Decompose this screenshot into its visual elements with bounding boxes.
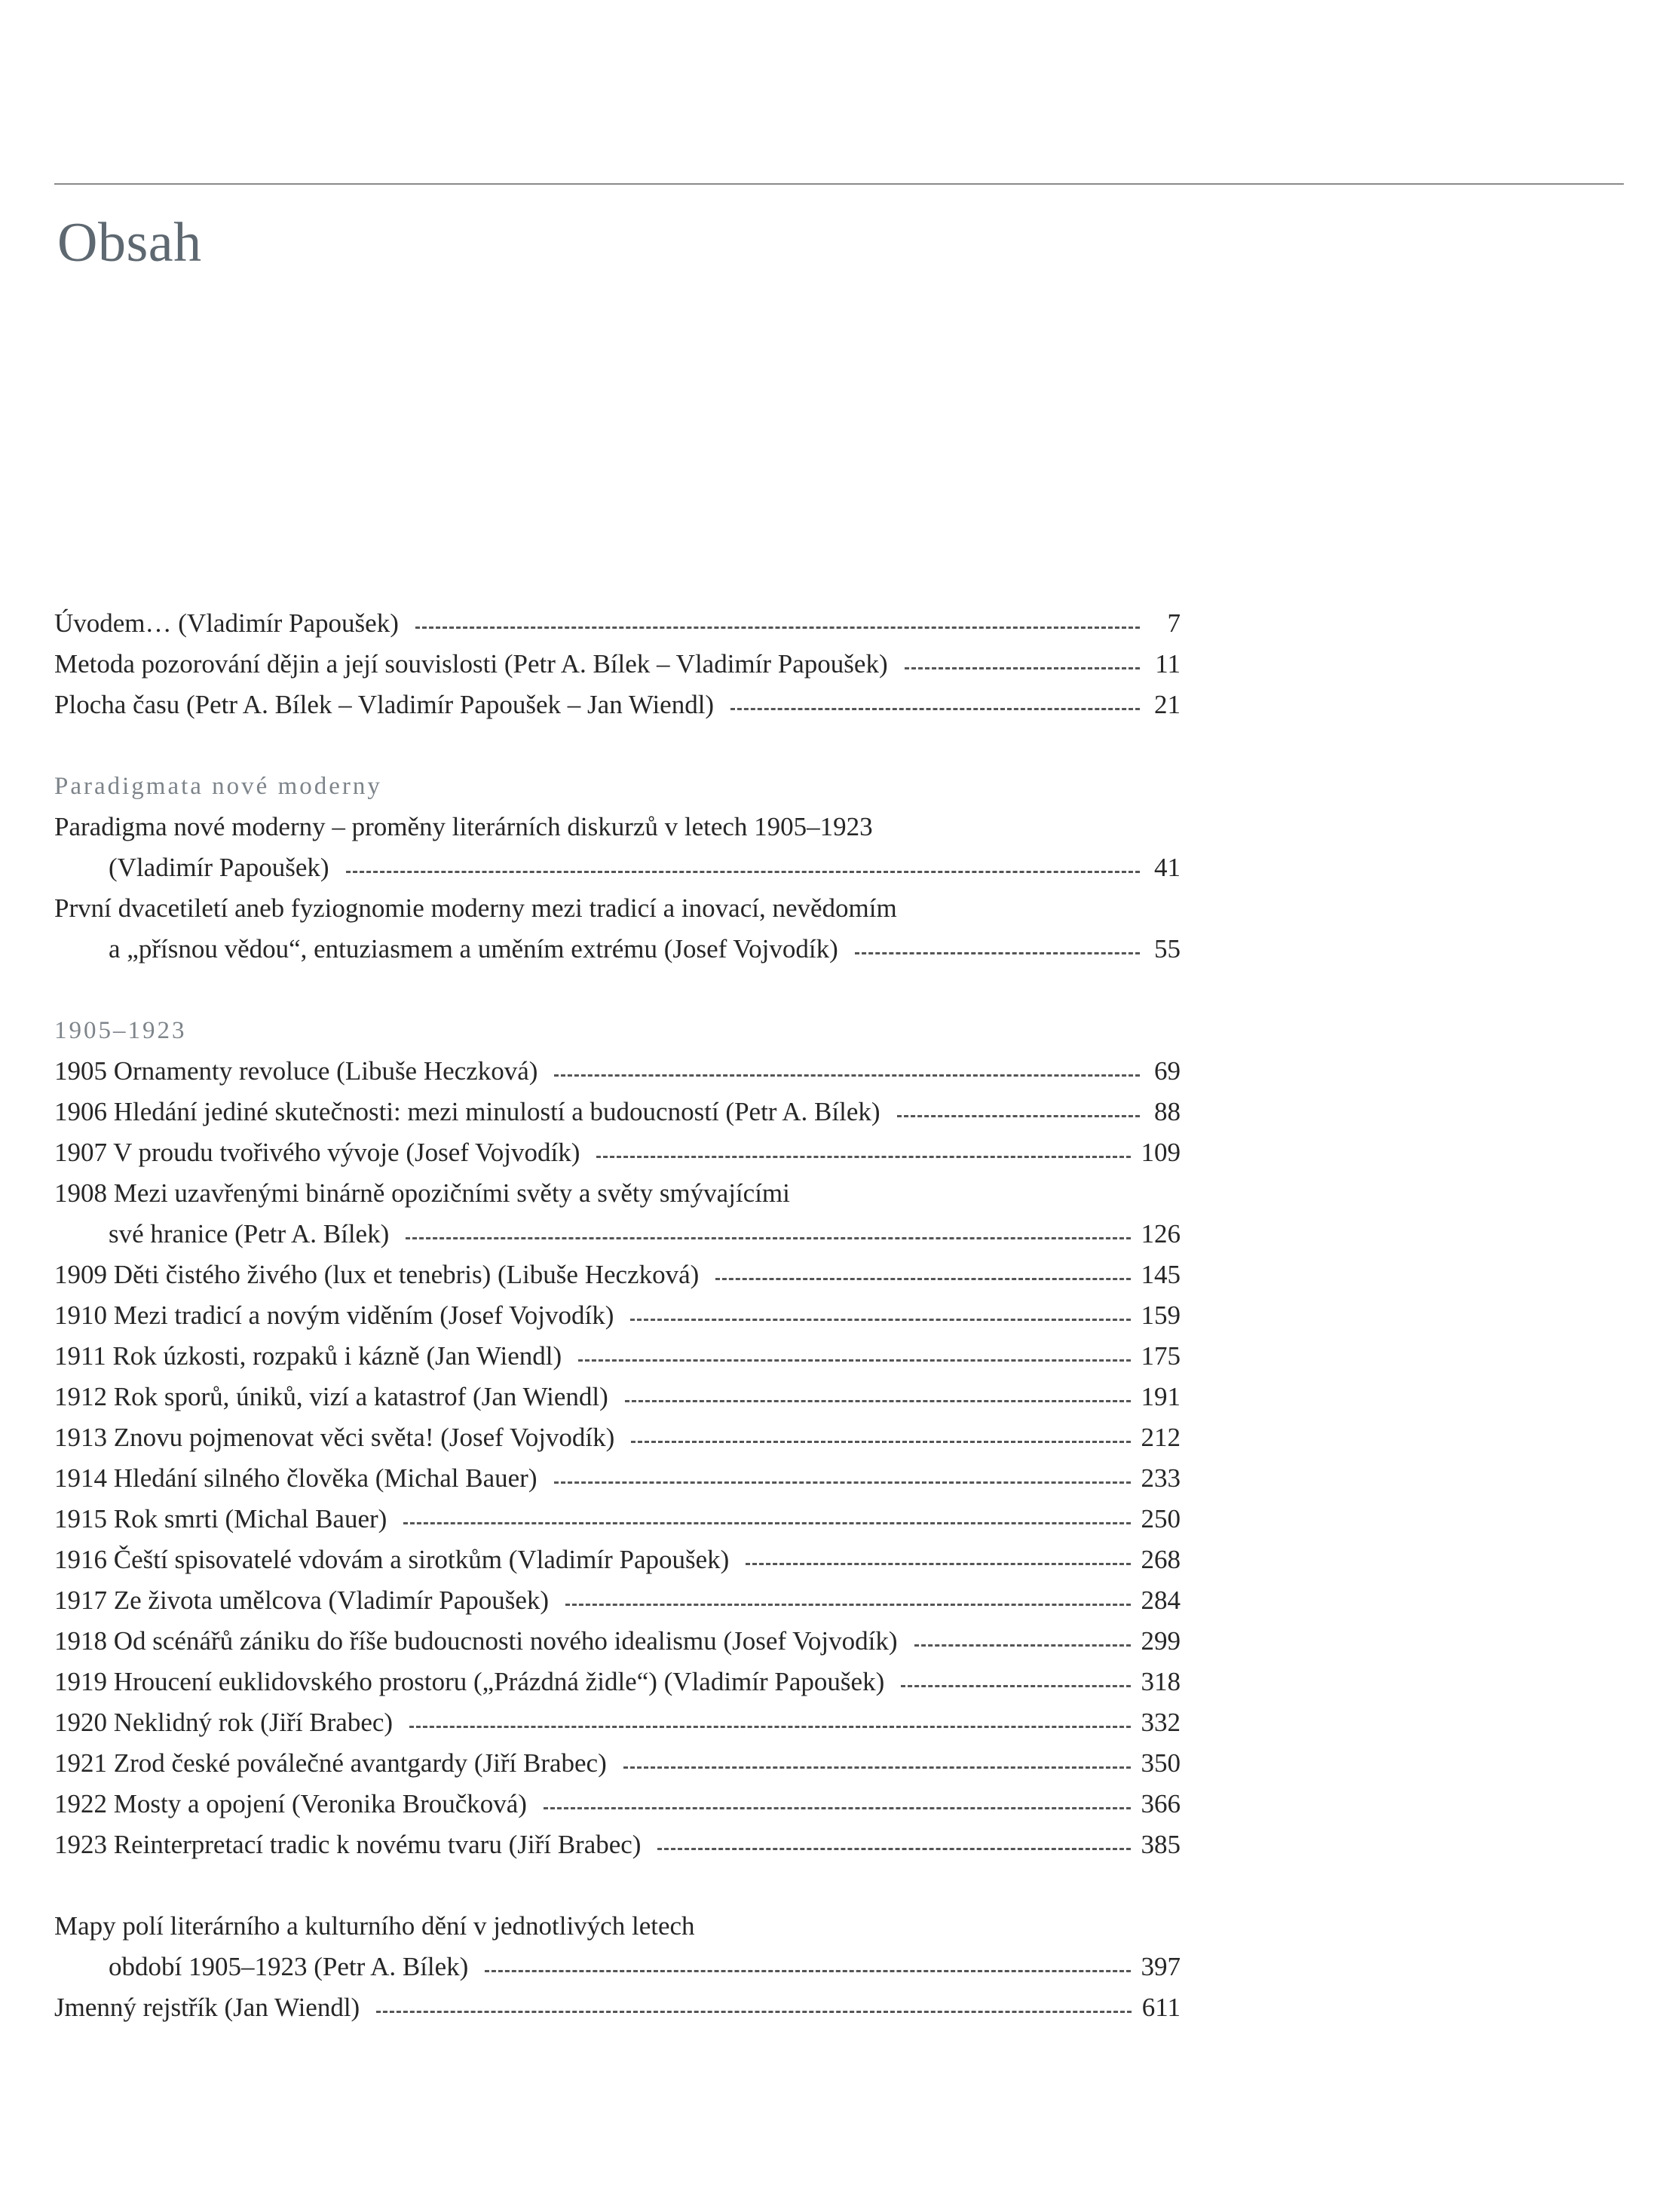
toc-entry-title: 1915 Rok smrti (Michal Bauer)	[54, 1504, 387, 1533]
toc-entry-page: 250	[1141, 1504, 1181, 1533]
dash-leader	[630, 1319, 1130, 1321]
toc-entry-title: své hranice (Petr A. Bílek)	[109, 1219, 390, 1248]
toc-entry-page: 191	[1141, 1382, 1181, 1411]
toc-entry-line1[interactable]	[54, 888, 1181, 929]
toc-entry[interactable]	[54, 1580, 1181, 1621]
dash-leader	[376, 2011, 1132, 2013]
dash-leader	[730, 708, 1140, 710]
top-rule	[54, 183, 1624, 185]
toc-entry-title: Metoda pozorování dějin a její souvislosti (Petr A. Bílek – Vladimír Papoušek)	[54, 649, 888, 679]
dash-leader	[623, 1766, 1131, 1769]
toc-entry-title: 1919 Hroucení euklidovského prostoru („Prázdná židle“) (Vladimír Papoušek)	[54, 1667, 885, 1696]
toc-entry-title: Jmenný rejstřík (Jan Wiendl)	[54, 1993, 360, 2022]
toc-entry-page: 212	[1141, 1423, 1181, 1452]
toc-entry-title: 1917 Ze života umělcova (Vladimír Papoušek)	[54, 1585, 550, 1615]
toc-entry[interactable]	[54, 1621, 1181, 1662]
toc-entry-page: 233	[1141, 1463, 1181, 1493]
toc-entry[interactable]	[54, 1132, 1181, 1173]
toc-entry-page: 88	[1154, 1097, 1181, 1126]
toc-entry-page: 69	[1154, 1056, 1181, 1086]
toc-entry-title: 1907 V proudu tvořivého vývoje (Josef Vojvodík)	[54, 1138, 580, 1167]
section-heading-years: 1905–1923	[54, 1017, 187, 1044]
toc-entry-page: 284	[1141, 1585, 1181, 1615]
dash-leader	[855, 952, 1140, 954]
dash-leader	[565, 1604, 1130, 1606]
toc-entry-title: Mapy polí literárního a kulturního dění v jednotlivých letech	[54, 1911, 695, 1941]
dash-leader	[406, 1237, 1130, 1239]
toc-entry-page: 268	[1141, 1545, 1181, 1574]
dash-leader	[346, 871, 1140, 873]
toc-entry[interactable]	[54, 1499, 1181, 1540]
toc-entry[interactable]	[54, 1540, 1181, 1580]
toc-entry-title: 1909 Děti čistého živého (lux et tenebris) (Libuše Heczková)	[54, 1260, 700, 1289]
toc-entry-line1[interactable]	[54, 1906, 1181, 1947]
dash-leader	[415, 627, 1140, 629]
toc-entry-title: 1921 Zrod české poválečné avantgardy (Jiří Brabec)	[54, 1748, 607, 1778]
toc-entry[interactable]	[54, 1987, 1181, 2028]
dash-leader	[596, 1156, 1130, 1158]
toc-entry-title: 1912 Rok sporů, úniků, vizí a katastrof (Jan Wiendl)	[54, 1382, 608, 1411]
dash-leader	[578, 1359, 1130, 1362]
toc-entry-page: 318	[1141, 1667, 1181, 1696]
toc-entry-title: 1910 Mezi tradicí a novým viděním (Josef Vojvodík)	[54, 1301, 614, 1330]
toc-entry-title: období 1905–1923 (Petr A. Bílek)	[109, 1952, 469, 1981]
dash-leader	[554, 1074, 1140, 1077]
toc-entry[interactable]	[54, 1702, 1181, 1743]
dash-leader	[715, 1278, 1130, 1280]
spacer	[54, 1865, 1181, 1906]
toc-entry-page: 7	[1167, 608, 1181, 638]
toc-entry-page: 109	[1141, 1138, 1181, 1167]
toc-entry[interactable]	[54, 1784, 1181, 1824]
toc-entry-page: 385	[1141, 1830, 1181, 1859]
toc-entry[interactable]	[54, 644, 1181, 685]
dash-leader	[403, 1522, 1130, 1524]
toc-entry[interactable]	[54, 1255, 1181, 1295]
toc-entry[interactable]	[54, 1662, 1181, 1702]
toc-entry-page: 332	[1141, 1708, 1181, 1737]
toc-entry[interactable]	[54, 1051, 1181, 1092]
toc-entry-title: 1918 Od scénářů zániku do říše budoucnosti nového idealismu (Josef Vojvodík)	[54, 1626, 898, 1656]
table-of-contents	[54, 603, 1181, 2028]
toc-entry-page: 299	[1141, 1626, 1181, 1656]
toc-entry-title: 1916 Čeští spisovatelé vdovám a sirotkům (Vladimír Papoušek)	[54, 1545, 730, 1574]
dash-leader	[657, 1848, 1130, 1850]
dash-leader	[625, 1400, 1131, 1402]
dash-leader	[905, 667, 1140, 669]
toc-entry[interactable]	[54, 1214, 1181, 1255]
section-heading-paradigmata: Paradigmata nové moderny	[54, 773, 382, 800]
toc-entry[interactable]	[54, 1458, 1181, 1499]
toc-entry[interactable]	[54, 1824, 1181, 1865]
toc-entry-title: 1923 Reinterpretací tradic k novému tvaru (Jiří Brabec)	[54, 1830, 642, 1859]
dash-leader	[901, 1685, 1130, 1687]
toc-entry-page: 55	[1154, 934, 1181, 964]
toc-entry-title: 1922 Mosty a opojení (Veronika Broučková)	[54, 1789, 527, 1818]
toc-entry-line1[interactable]	[54, 1173, 1181, 1214]
toc-entry-title: 1913 Znovu pojmenovat věci světa! (Josef Vojvodík)	[54, 1423, 615, 1452]
dash-leader	[631, 1441, 1130, 1443]
toc-entry[interactable]	[54, 1417, 1181, 1458]
toc-entry-title: Úvodem… (Vladimír Papoušek)	[54, 608, 399, 638]
page-title: Obsah	[57, 212, 202, 274]
toc-entry-title: 1905 Ornamenty revoluce (Libuše Heczková)	[54, 1056, 538, 1086]
toc-entry-title: 1908 Mezi uzavřenými binárně opozičními světy a světy smývajícími	[54, 1178, 790, 1208]
toc-entry-line1[interactable]	[54, 807, 1181, 847]
toc-entry-page: 126	[1141, 1219, 1181, 1248]
toc-entry[interactable]	[54, 1336, 1181, 1377]
toc-entry-page: 397	[1141, 1952, 1181, 1981]
dash-leader	[409, 1726, 1130, 1728]
toc-entry-page: 175	[1141, 1341, 1181, 1371]
toc-entry-page: 41	[1154, 853, 1181, 882]
dash-leader	[544, 1807, 1131, 1809]
toc-entry-page: 21	[1154, 690, 1181, 719]
toc-entry-title: Plocha času (Petr A. Bílek – Vladimír Papoušek – Jan Wiendl)	[54, 690, 715, 719]
dash-leader	[914, 1644, 1131, 1647]
toc-entry[interactable]	[54, 847, 1181, 888]
dash-leader	[746, 1563, 1130, 1565]
dash-leader	[485, 1970, 1130, 1972]
toc-entry-title: Paradigma nové moderny – proměny literárních diskurzů v letech 1905–1923	[54, 812, 873, 841]
toc-entry-title: a „přísnou vědou“, entuziasmem a uměním extrému (Josef Vojvodík)	[109, 934, 838, 964]
toc-entry[interactable]	[54, 1743, 1181, 1784]
toc-entry-title: První dvacetiletí aneb fyziognomie moderny mezi tradicí a inovací, nevědomím	[54, 893, 897, 923]
toc-entry[interactable]	[54, 1295, 1181, 1336]
toc-entry[interactable]	[54, 929, 1181, 970]
toc-entry-title: 1906 Hledání jediné skutečnosti: mezi minulostí a budoucností (Petr A. Bílek)	[54, 1097, 881, 1126]
toc-entry[interactable]	[54, 1092, 1181, 1132]
toc-entry-title: 1911 Rok úzkosti, rozpaků i kázně (Jan Wiendl)	[54, 1341, 562, 1371]
toc-entry-page: 159	[1141, 1301, 1181, 1330]
toc-entry[interactable]	[54, 1377, 1181, 1417]
toc-entry-title: (Vladimír Papoušek)	[109, 853, 329, 882]
toc-entry[interactable]	[54, 1947, 1181, 1987]
toc-entry-page: 11	[1155, 649, 1181, 679]
toc-entry-page: 366	[1141, 1789, 1181, 1818]
toc-entry[interactable]	[54, 685, 1181, 725]
toc-entry-page: 350	[1141, 1748, 1181, 1778]
toc-entry-title: 1920 Neklidný rok (Jiří Brabec)	[54, 1708, 394, 1737]
toc-entry[interactable]	[54, 603, 1181, 644]
dash-leader	[554, 1481, 1131, 1484]
toc-entry-page: 145	[1141, 1260, 1181, 1289]
toc-entry-page: 611	[1141, 1993, 1181, 2022]
toc-entry-title: 1914 Hledání silného člověka (Michal Bauer)	[54, 1463, 537, 1493]
dash-leader	[897, 1115, 1140, 1117]
